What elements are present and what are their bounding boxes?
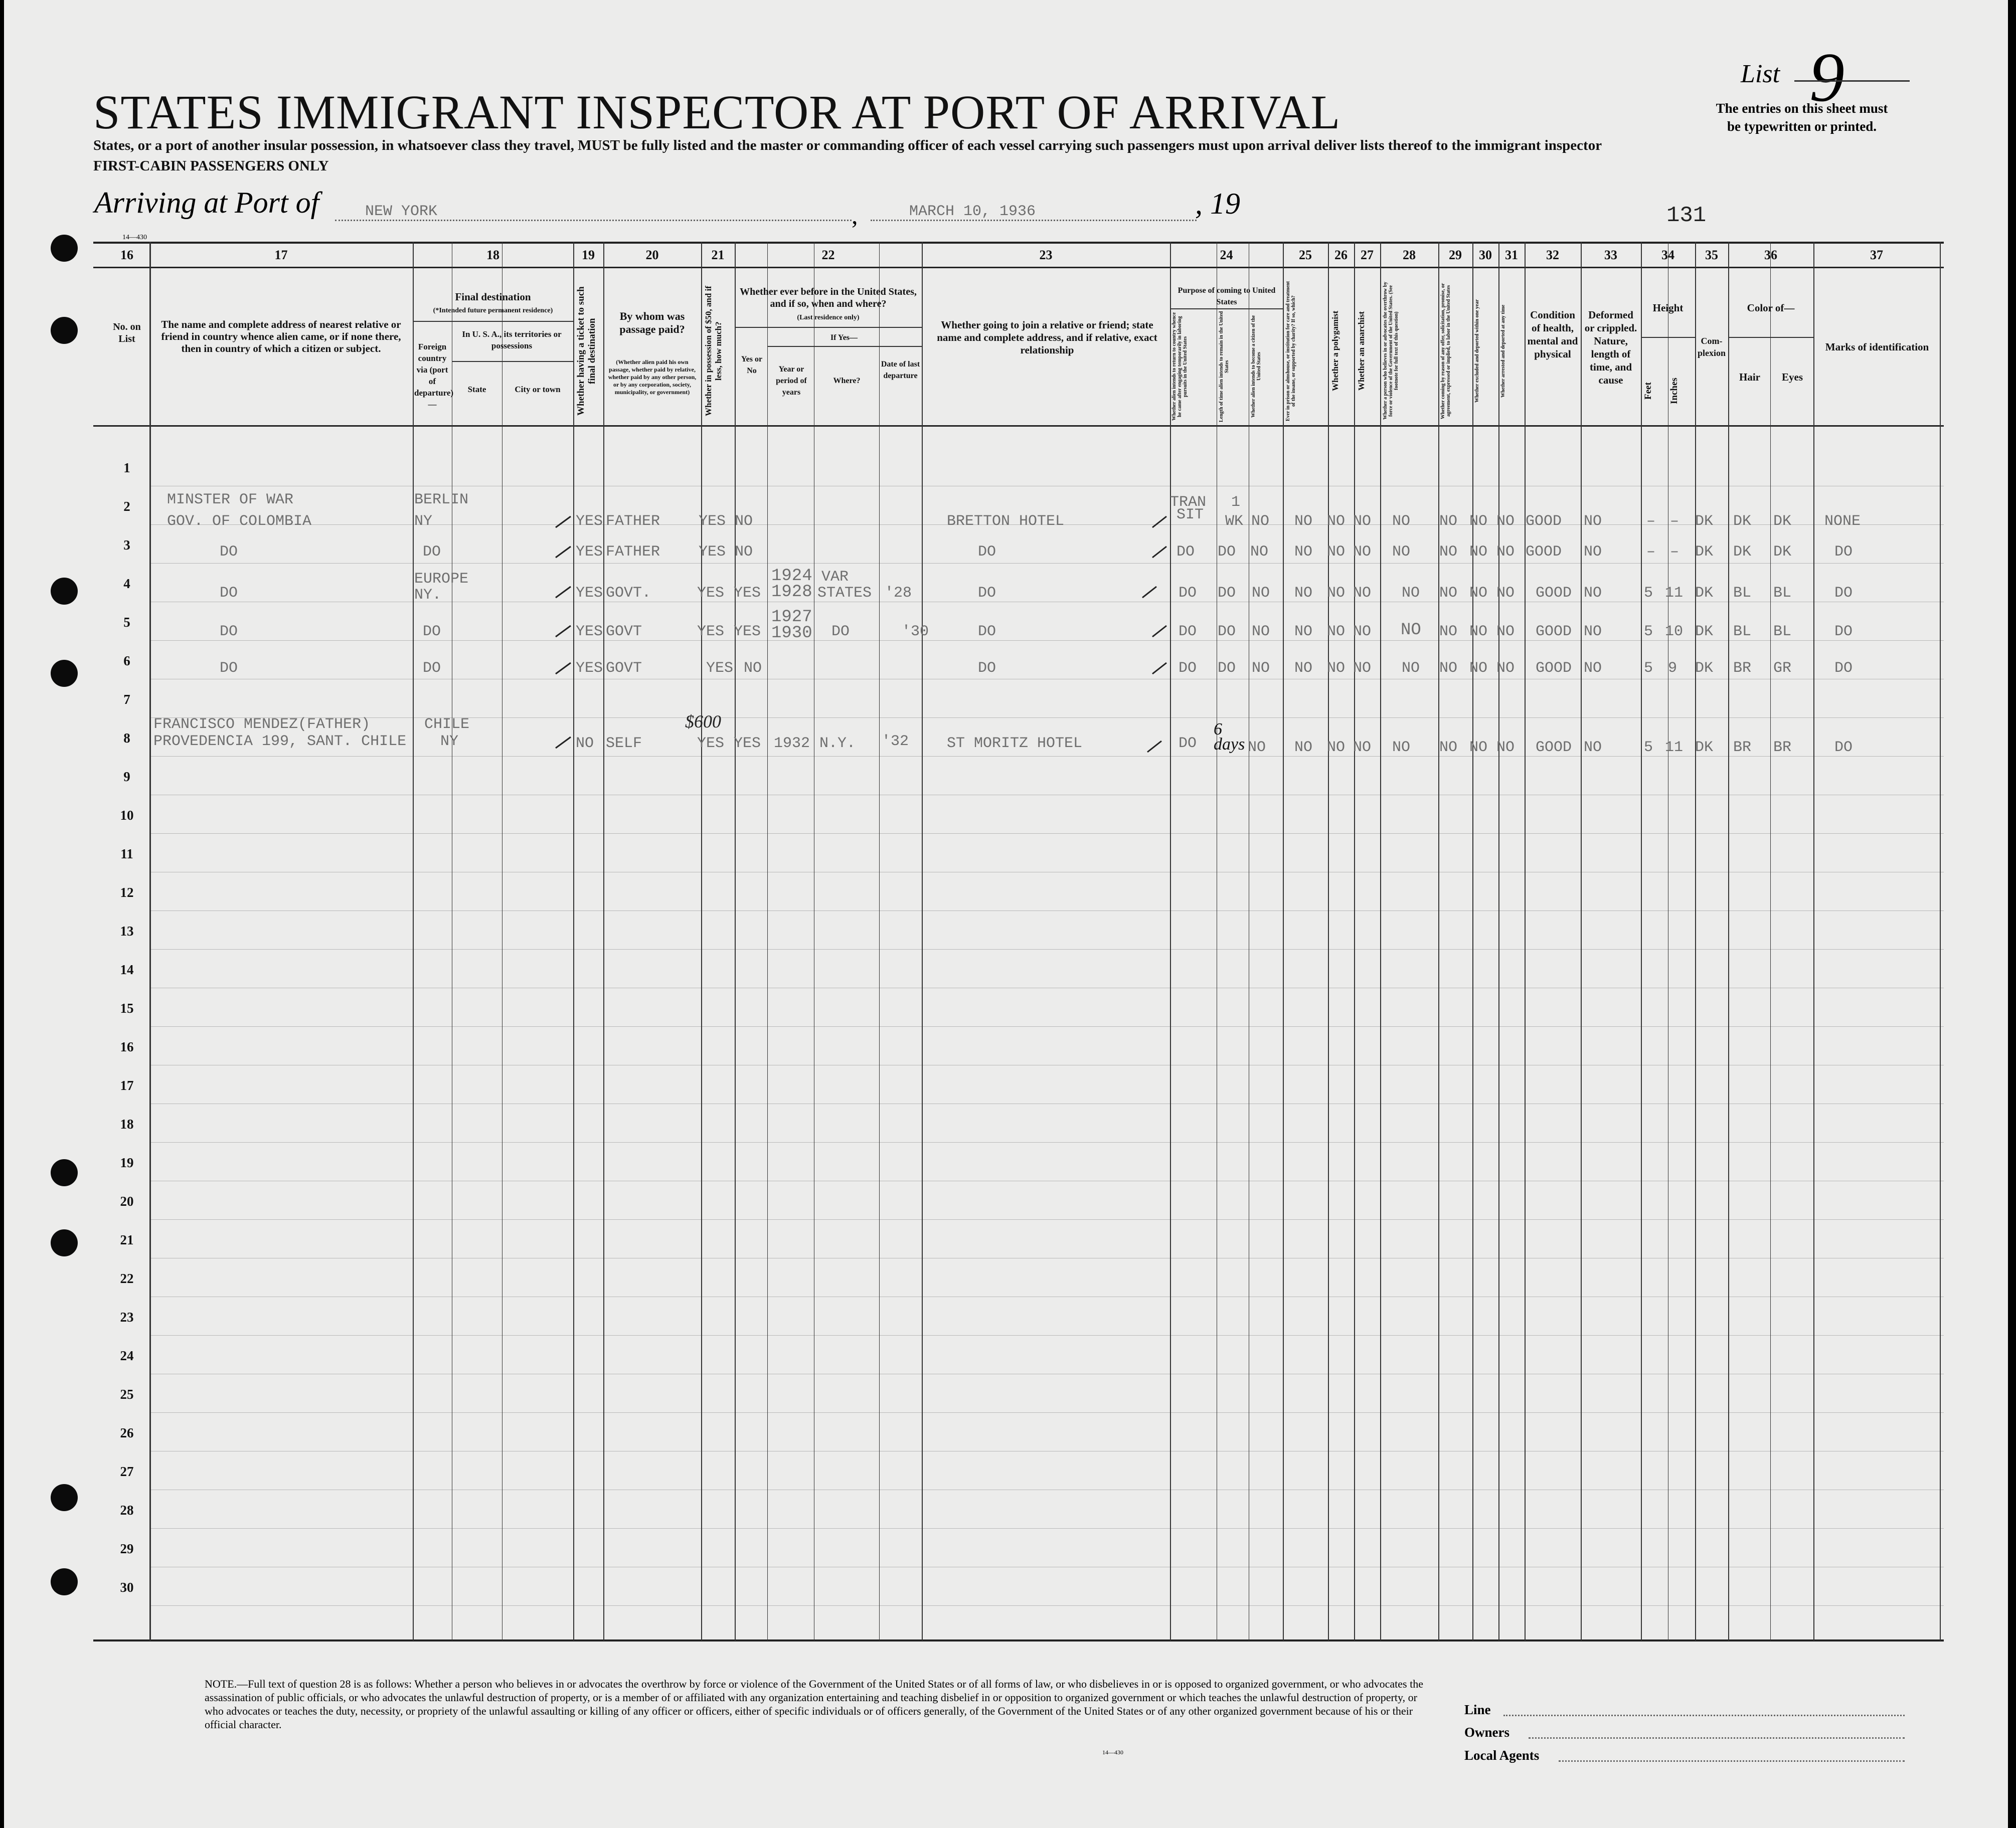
r8-money: $600: [685, 711, 721, 732]
r8-c26: NO: [1327, 739, 1346, 756]
r5-purpose-c: NO: [1252, 623, 1270, 640]
r5-possession: YES: [697, 623, 725, 640]
r8-complexion: DK: [1695, 739, 1714, 756]
colnum-25: 25: [1299, 248, 1312, 262]
r8-purpose-a: DO: [1179, 735, 1197, 752]
r6-purpose-c: NO: [1252, 660, 1270, 677]
r8-feet: 5: [1644, 739, 1653, 756]
colnum-28: 28: [1403, 248, 1416, 262]
row-number: 6: [123, 653, 130, 668]
row-number: 21: [120, 1232, 134, 1247]
sig-agents-dotted: [1559, 1760, 1905, 1762]
colnum-32: 32: [1546, 248, 1559, 262]
header-final-destination-sub: (*Intended future permanent residence): [433, 307, 553, 314]
r8-eyes: BR: [1773, 739, 1792, 756]
r4-purpose-b: DO: [1218, 585, 1236, 602]
colnum-34: 34: [1661, 248, 1674, 262]
r2-relative-2: GOV. OF COLOMBIA: [167, 513, 312, 530]
check-mark-icon: [1152, 626, 1166, 637]
header-complexion: Com-plexion: [1697, 336, 1726, 358]
check-mark-icon: [556, 516, 571, 527]
r6-c25: NO: [1294, 660, 1313, 677]
r5-marks: DO: [1834, 623, 1853, 640]
r6-c26: NO: [1327, 660, 1346, 677]
r2-purpose-a-2: SIT: [1177, 506, 1204, 523]
header-date-departure: Date of last departure: [881, 360, 920, 380]
r4-c29: NO: [1439, 585, 1458, 602]
header-anarchist: Whether an anarchist: [1357, 311, 1366, 391]
r5-complexion: DK: [1695, 623, 1714, 640]
r6-c30: NO: [1469, 660, 1488, 677]
header-purpose-b: Length of time alien intends to remain in the United States: [1219, 311, 1230, 422]
r8-deformed: NO: [1584, 739, 1602, 756]
r4-years-1: 1924: [771, 567, 812, 586]
r6-purpose-b: DO: [1218, 660, 1236, 677]
r4-where-2: STATES: [817, 585, 872, 602]
r2-hair: DK: [1733, 513, 1752, 530]
r3-feet: –: [1646, 543, 1656, 561]
row-number: 4: [123, 576, 130, 591]
header-year-period: Year or period of years: [776, 365, 807, 397]
colnum-29: 29: [1449, 248, 1462, 262]
row-number: 29: [120, 1541, 134, 1556]
r2-complexion: DK: [1695, 513, 1714, 530]
r4-inches: 11: [1665, 585, 1684, 602]
header-by-whom-sub: (Whether alien paid his own passage, whether paid by relative, whether paid by any other person, or by any corporation, society, municipality, or government): [608, 358, 697, 396]
r5-ever-before: YES: [734, 623, 761, 640]
r5-date-dep: '30: [902, 623, 929, 640]
r8-date-dep: '32: [882, 733, 909, 750]
r6-join: DO: [978, 660, 996, 677]
colnum-16: 16: [120, 248, 133, 262]
tick-marks: [4, 0, 2008, 1828]
r5-eyes: BL: [1773, 623, 1792, 640]
r3-c25: NO: [1294, 543, 1313, 561]
r6-possession: YES: [706, 660, 734, 677]
header-ever-before: Whether ever before in the United States, and if so, when and where?: [740, 286, 917, 309]
row-number: 7: [123, 692, 130, 707]
r4-join: DO: [978, 585, 996, 602]
r4-ever-before: YES: [734, 585, 761, 602]
row-number: 26: [120, 1425, 134, 1440]
r5-purpose-a: DO: [1179, 623, 1197, 640]
r6-c27: NO: [1353, 660, 1372, 677]
r2-purpose-a-1: TRAN: [1170, 494, 1207, 511]
row-number: 24: [120, 1348, 134, 1363]
row-number: 5: [123, 615, 130, 630]
r4-relative: DO: [220, 585, 238, 602]
row-number: 9: [123, 769, 130, 784]
r2-eyes: DK: [1773, 513, 1792, 530]
r8-c30: NO: [1469, 739, 1488, 756]
check-mark-icon: [556, 587, 571, 598]
r3-foreign: DO: [423, 543, 441, 561]
r6-purpose-a: DO: [1179, 660, 1197, 677]
r5-c25: NO: [1294, 623, 1313, 640]
header-state: State: [467, 385, 486, 394]
header-deformed: Deformed or crippled. Nature, length of time, and cause: [1584, 309, 1637, 386]
r4-possession: YES: [697, 585, 725, 602]
r6-ever-before: NO: [744, 660, 762, 677]
port-value: NEW YORK: [365, 203, 438, 220]
row-number: 3: [123, 537, 130, 553]
r4-purpose-a: DO: [1179, 585, 1197, 602]
r4-c31: NO: [1496, 585, 1515, 602]
sig-owners-label: Owners: [1464, 1725, 1509, 1740]
r2-relative-1: MINSTER OF WAR: [167, 491, 294, 508]
r8-ticket: NO: [576, 735, 594, 752]
r6-c31: NO: [1496, 660, 1515, 677]
check-mark-icon: [1152, 516, 1166, 527]
r6-health: GOOD: [1536, 660, 1572, 677]
r5-join: DO: [978, 623, 996, 640]
row-number: 2: [123, 499, 130, 514]
r3-health: GOOD: [1526, 543, 1562, 561]
colnum-18: 18: [486, 248, 499, 262]
sig-line-label: Line: [1464, 1702, 1491, 1717]
r4-complexion: DK: [1695, 585, 1714, 602]
typed-note-line-1: The entries on this sheet must: [1716, 101, 1888, 116]
r2-inches: –: [1670, 513, 1679, 530]
first-cabin-label: FIRST-CABIN PASSENGERS ONLY: [93, 158, 329, 174]
sig-line-dotted: [1503, 1715, 1905, 1716]
header-no-on-list: No. on List: [113, 321, 141, 344]
r8-purpose-c: NO: [1248, 739, 1266, 756]
r2-c25: NO: [1294, 513, 1313, 530]
r6-c28: NO: [1402, 660, 1420, 677]
header-c29: Whether coming by reason of any offer, solicitation, promise, or agreement, expressed or implied, to labor in the United States: [1440, 283, 1451, 419]
r2-foreign-1: BERLIN: [414, 491, 469, 508]
comma: ,: [852, 201, 858, 229]
form-instruction: States, or a port of another insular possession, in whatsoever class they travel, MUST be fully listed and the master or commanding officer of each vessel carrying such passengers must upon arrival deliver lists thereof to the immigrant inspector: [93, 137, 1602, 153]
row-number: 22: [120, 1271, 134, 1286]
r5-health: GOOD: [1536, 623, 1572, 640]
r4-years-2: 1928: [771, 583, 812, 602]
r8-c28: NO: [1392, 739, 1411, 756]
header-purpose-c: Whether alien intends to become a citizen of the United States: [1251, 315, 1262, 418]
r6-complexion: DK: [1695, 660, 1714, 677]
r2-paid-by: FATHER: [606, 513, 660, 530]
r4-ticket: YES: [576, 585, 603, 602]
arriving-label: Arriving at Port of: [94, 186, 319, 219]
r2-purpose-b-2: WK: [1225, 513, 1244, 530]
r2-possession: YES: [699, 513, 726, 530]
r5-ticket: YES: [576, 623, 603, 640]
r4-feet: 5: [1644, 585, 1653, 602]
check-mark-icon: [556, 546, 571, 558]
header-ticket: Whether having a ticket to such final destination: [576, 286, 597, 416]
r8-c27: NO: [1353, 739, 1372, 756]
header-purpose-a: Whether alien intends to return to country whence he came after engaging temporarily in laboring pursuits in the United States: [1171, 312, 1188, 421]
r8-years: 1932: [774, 735, 810, 752]
r3-ticket: YES: [576, 543, 603, 561]
r8-join: ST MORITZ HOTEL: [947, 735, 1083, 752]
manifest-sheet: [4, 0, 2008, 1828]
page-code: 131: [1666, 203, 1707, 228]
row-number: 28: [120, 1503, 134, 1518]
header-where: Where?: [833, 377, 861, 385]
r4-date-dep: '28: [885, 585, 912, 602]
r2-marks: NONE: [1824, 513, 1861, 530]
r3-eyes: DK: [1773, 543, 1792, 561]
r4-c27: NO: [1353, 585, 1372, 602]
header-eyes: Eyes: [1782, 371, 1803, 383]
header-final-destination: Final destination: [455, 291, 531, 303]
header-by-whom: By whom was passage paid?: [619, 310, 685, 335]
typed-note-line-2: be typewritten or printed.: [1727, 119, 1877, 134]
colnum-36: 36: [1764, 248, 1777, 262]
r6-feet: 5: [1644, 660, 1653, 677]
r6-paid-by: GOVT: [606, 660, 642, 677]
r3-relative: DO: [220, 543, 238, 561]
r3-paid-by: FATHER: [606, 543, 660, 561]
form-code: 14—430: [122, 234, 147, 241]
check-mark-icon: [1147, 741, 1161, 752]
row-number: 16: [120, 1039, 134, 1054]
r2-c30: NO: [1469, 513, 1488, 530]
sig-agents-label: Local Agents: [1464, 1748, 1540, 1763]
row-number: 14: [120, 962, 134, 977]
r2-ever-before: NO: [735, 513, 753, 530]
r4-c26: NO: [1327, 585, 1346, 602]
r5-foreign: DO: [423, 623, 441, 640]
r4-hair: BL: [1733, 585, 1752, 602]
r2-health: GOOD: [1526, 513, 1562, 530]
header-last-residence: (Last residence only): [797, 314, 860, 321]
header-c31: Whether arrested and deported at any time: [1500, 304, 1506, 398]
r2-join: BRETTON HOTEL: [947, 513, 1065, 530]
header-polygamist: Whether a polygamist: [1330, 310, 1340, 392]
r3-c26: NO: [1327, 543, 1346, 561]
r5-deformed: NO: [1584, 623, 1602, 640]
row-number: 11: [120, 846, 133, 861]
header-city: City or town: [515, 385, 561, 394]
r2-feet: –: [1646, 513, 1656, 530]
r5-c30: NO: [1469, 623, 1488, 640]
r4-eyes: BL: [1773, 585, 1792, 602]
r2-c27: NO: [1353, 513, 1372, 530]
r4-purpose-c: NO: [1252, 585, 1270, 602]
row-number: 18: [120, 1117, 134, 1132]
r2-purpose-c: NO: [1251, 513, 1270, 530]
colnum-37: 37: [1870, 248, 1883, 262]
r8-marks: DO: [1834, 739, 1853, 756]
colnum-21: 21: [711, 248, 725, 262]
header-yes-no: Yes or No: [741, 355, 763, 375]
list-label: List: [1741, 60, 1780, 88]
r6-c29: NO: [1439, 660, 1458, 677]
r8-purpose-b: 6 days: [1214, 720, 1245, 754]
r8-foreign-2: NY: [440, 733, 459, 750]
r3-purpose-b: DO: [1218, 543, 1236, 561]
r3-purpose-c: NO: [1250, 543, 1269, 561]
r4-where-1: VAR: [821, 569, 849, 586]
row-number: 25: [120, 1387, 134, 1402]
row-number: 19: [120, 1155, 134, 1170]
row-number: 15: [120, 1001, 134, 1016]
colnum-17: 17: [274, 248, 288, 262]
r5-relative: DO: [220, 623, 238, 640]
r3-marks: DO: [1834, 543, 1853, 561]
r3-purpose-a: DO: [1177, 543, 1195, 561]
r3-complexion: DK: [1695, 543, 1714, 561]
r4-paid-by: GOVT.: [606, 585, 651, 602]
r4-deformed: NO: [1584, 585, 1602, 602]
r3-deformed: NO: [1584, 543, 1602, 561]
colnum-22: 22: [821, 248, 835, 262]
r8-where: N.Y.: [819, 735, 856, 752]
r3-possession: YES: [699, 543, 726, 561]
r8-foreign-1: CHILE: [424, 716, 470, 733]
r6-eyes: GR: [1773, 660, 1792, 677]
check-mark-icon: [1152, 663, 1166, 674]
date-value: MARCH 10, 1936: [909, 203, 1036, 220]
r2-foreign-2: NY: [414, 513, 433, 530]
r6-relative: DO: [220, 660, 238, 677]
row-number: 27: [120, 1464, 134, 1479]
row-number: 8: [123, 730, 130, 746]
r2-deformed: NO: [1584, 513, 1602, 530]
row-number: 20: [120, 1194, 134, 1209]
header-in-usa: In U. S. A., its territories or possessions: [462, 329, 562, 350]
header-marks: Marks of identification: [1825, 341, 1929, 353]
r3-ever-before: NO: [735, 543, 753, 561]
header-height: Height: [1652, 302, 1684, 314]
header-c25: Ever in prison or almshouse, or institution for care and treatment of the insane, or supported by charity? If so, which?: [1285, 281, 1296, 421]
form-title: STATES IMMIGRANT INSPECTOR AT PORT OF ARRIVAL: [93, 85, 1341, 139]
r6-inches: 9: [1668, 660, 1677, 677]
check-mark-icon: [556, 663, 571, 674]
year-prefix: , 19: [1195, 187, 1240, 220]
r4-health: GOOD: [1536, 585, 1572, 602]
r5-c29: NO: [1439, 623, 1458, 640]
check-mark-icon: [1152, 546, 1166, 558]
r3-c31: NO: [1496, 543, 1515, 561]
r5-feet: 5: [1644, 623, 1653, 640]
colnum-31: 31: [1505, 248, 1518, 262]
form-code-bottom: 14—430: [1102, 1749, 1123, 1756]
r5-years-1: 1927: [771, 608, 812, 627]
r4-c25: NO: [1294, 585, 1313, 602]
check-mark-icon: [556, 626, 571, 637]
r8-c31: NO: [1496, 739, 1515, 756]
row-number: 12: [120, 885, 134, 900]
r4-c30: NO: [1469, 585, 1488, 602]
r6-foreign: DO: [423, 660, 441, 677]
r8-c29: NO: [1439, 739, 1458, 756]
r5-years-2: 1930: [771, 624, 812, 643]
row-number: 13: [120, 924, 134, 939]
header-color-of: Color of—: [1747, 302, 1795, 314]
r8-relative-2: PROVEDENCIA 199, SANT. CHILE: [153, 733, 407, 750]
r3-hair: DK: [1733, 543, 1752, 561]
header-inches: Inches: [1669, 378, 1679, 405]
r8-inches: 11: [1665, 739, 1684, 756]
footnote: NOTE.—Full text of question 28 is as follows: Whether a person who believes in or advocates the overthrow by force or violence of the Government of the United States or of all forms of law, or who disbelieves in or is opposed to organized government, or who advocates the assassination of public officials, or who advocates the unlawful destruction of property, or is a member of or affiliated with any organization entertaining and teaching disbelief in or opposition to organized government or which teaches the unlawful destruction of property, or who advocates or teaches the duty, necessity, or propriety of the unlawful assaulting or killing of any officer or officers, either of specific individuals or of officers generally, of the Government of the United States or of any other organized government because of his or their official character.: [205, 1678, 1423, 1731]
header-c28: Whether a person who believes in or advocates the overthrow by force or violence of the Government of the United States. (See footnote for full text of this question): [1383, 282, 1399, 420]
r8-ever-before: YES: [734, 735, 761, 752]
r3-join: DO: [978, 543, 996, 561]
r6-hair: BR: [1733, 660, 1752, 677]
r3-c28: NO: [1392, 543, 1411, 561]
r3-c30: NO: [1469, 543, 1488, 561]
colnum-27: 27: [1361, 248, 1374, 262]
r4-foreign-1: EUROPE: [414, 571, 469, 588]
r2-c28: NO: [1392, 513, 1411, 530]
r2-purpose-b-1: 1: [1231, 494, 1241, 511]
r5-purpose-b: DO: [1218, 623, 1236, 640]
r5-paid-by: GOVT: [606, 623, 642, 640]
r8-possession: YES: [697, 735, 725, 752]
r2-c31: NO: [1496, 513, 1515, 530]
check-mark-icon: [556, 737, 571, 748]
r2-c26: NO: [1327, 513, 1346, 530]
r2-ticket: YES: [576, 513, 603, 530]
header-hair: Hair: [1739, 371, 1760, 383]
r4-marks: DO: [1834, 585, 1853, 602]
r8-paid-by: SELF: [606, 735, 642, 752]
sig-owners-dotted: [1529, 1737, 1905, 1739]
colnum-19: 19: [582, 248, 595, 262]
r2-c29: NO: [1439, 513, 1458, 530]
header-c30: Whether excluded and deported within one year: [1474, 299, 1480, 403]
r6-deformed: NO: [1584, 660, 1602, 677]
r8-hair: BR: [1733, 739, 1752, 756]
r8-c25: NO: [1294, 739, 1313, 756]
r5-where: DO: [831, 623, 850, 640]
header-join-relative: Whether going to join a relative or friend; state name and complete address, and if relative, exact relationship: [937, 319, 1157, 356]
r3-inches: –: [1670, 543, 1679, 561]
row-number: 30: [120, 1580, 134, 1595]
header-possession-50: Whether in possession of $50, and if less, how much?: [704, 286, 723, 416]
header-condition: Condition of health, mental and physical: [1527, 309, 1578, 360]
r5-c28: NO: [1401, 621, 1421, 640]
colnum-23: 23: [1039, 248, 1053, 262]
row-number: 17: [120, 1078, 134, 1093]
header-feet: Feet: [1643, 382, 1653, 400]
r5-c31: NO: [1496, 623, 1515, 640]
r4-c28: NO: [1402, 585, 1420, 602]
list-number: 9: [1809, 39, 1844, 116]
colnum-26: 26: [1334, 248, 1348, 262]
r6-marks: DO: [1834, 660, 1853, 677]
r8-health: GOOD: [1536, 739, 1572, 756]
row-number: 23: [120, 1310, 134, 1325]
header-nearest-relative: The name and complete address of nearest relative or friend in country whence alien came, or if none there, then in country of which a citizen or subject.: [161, 318, 401, 354]
row-number: 1: [123, 460, 130, 475]
r3-c27: NO: [1353, 543, 1372, 561]
colnum-24: 24: [1220, 248, 1233, 262]
header-if-yes: If Yes—: [830, 333, 858, 342]
r5-c27: NO: [1353, 623, 1372, 640]
colnum-30: 30: [1479, 248, 1492, 262]
r8-relative-1: FRANCISCO MENDEZ(FATHER): [153, 716, 371, 733]
r4-foreign-2: NY.: [414, 587, 442, 604]
colnum-20: 20: [645, 248, 659, 262]
r3-c29: NO: [1439, 543, 1458, 561]
check-mark-icon: [1142, 587, 1156, 598]
r6-ticket: YES: [576, 660, 603, 677]
header-foreign-country: Foreign country via (port of departure)—: [414, 342, 454, 409]
r5-inches: 10: [1665, 623, 1684, 640]
row-number: 10: [120, 808, 134, 823]
r5-hair: BL: [1733, 623, 1752, 640]
colnum-35: 35: [1705, 248, 1718, 262]
colnum-33: 33: [1604, 248, 1617, 262]
r5-c26: NO: [1327, 623, 1346, 640]
header-purpose: Purpose of coming to United States: [1178, 286, 1276, 306]
